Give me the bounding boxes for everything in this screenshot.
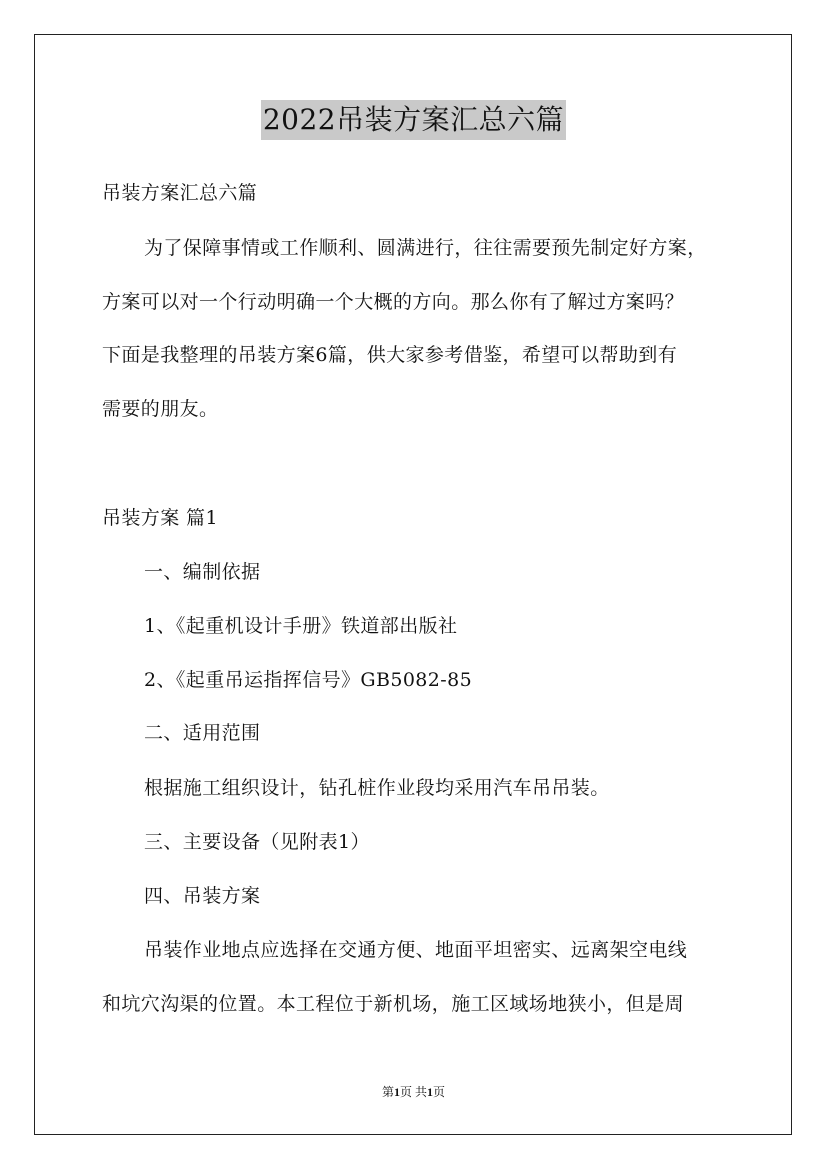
paragraph-line: 方案可以对一个行动明确一个大概的方向。那么你有了解过方案吗？ bbox=[102, 291, 685, 313]
page-footer bbox=[0, 1084, 827, 1100]
paragraph-line: 下面是我整理的吊装方案6篇，供大家参考借鉴，希望可以帮助到有 bbox=[102, 344, 678, 366]
footer-prefix: 第 bbox=[381, 1085, 394, 1099]
item-heading: 四、吊装方案 bbox=[144, 885, 261, 907]
paragraph-line: 吊装作业地点应选择在交通方便、地面平坦密实、远离架空电线 bbox=[144, 939, 688, 961]
list-item: 2、《起重吊运指挥信号》GB5082-85 bbox=[144, 669, 473, 691]
item-heading: 三、主要设备（见附表1） bbox=[144, 831, 370, 853]
list-item: 1、《起重机设计手册》铁道部出版社 bbox=[144, 615, 458, 637]
paragraph-line: 为了保障事情或工作顺利、圆满进行，往往需要预先制定好方案， bbox=[144, 237, 707, 259]
title-container bbox=[0, 100, 827, 140]
paragraph-line: 根据施工组织设计，钻孔桩作业段均采用汽车吊吊装。 bbox=[144, 777, 610, 799]
footer-mid: 页 共 bbox=[399, 1085, 427, 1099]
item-heading: 二、适用范围 bbox=[144, 722, 261, 744]
item-heading: 一、编制依据 bbox=[144, 561, 261, 583]
subtitle: 吊装方案汇总六篇 bbox=[102, 182, 258, 204]
footer-page-current: 1 bbox=[393, 1085, 400, 1099]
footer-suffix: 页 bbox=[433, 1085, 446, 1099]
footer-page-total: 1 bbox=[427, 1085, 433, 1099]
paragraph-line: 和坑穴沟渠的位置。本工程位于新机场，施工区域场地狭小，但是周 bbox=[102, 993, 685, 1015]
document-title: 2022吊装方案汇总六篇 bbox=[261, 100, 566, 140]
paragraph-line: 需要的朋友。 bbox=[102, 398, 219, 420]
section-heading: 吊装方案 篇1 bbox=[102, 507, 218, 529]
